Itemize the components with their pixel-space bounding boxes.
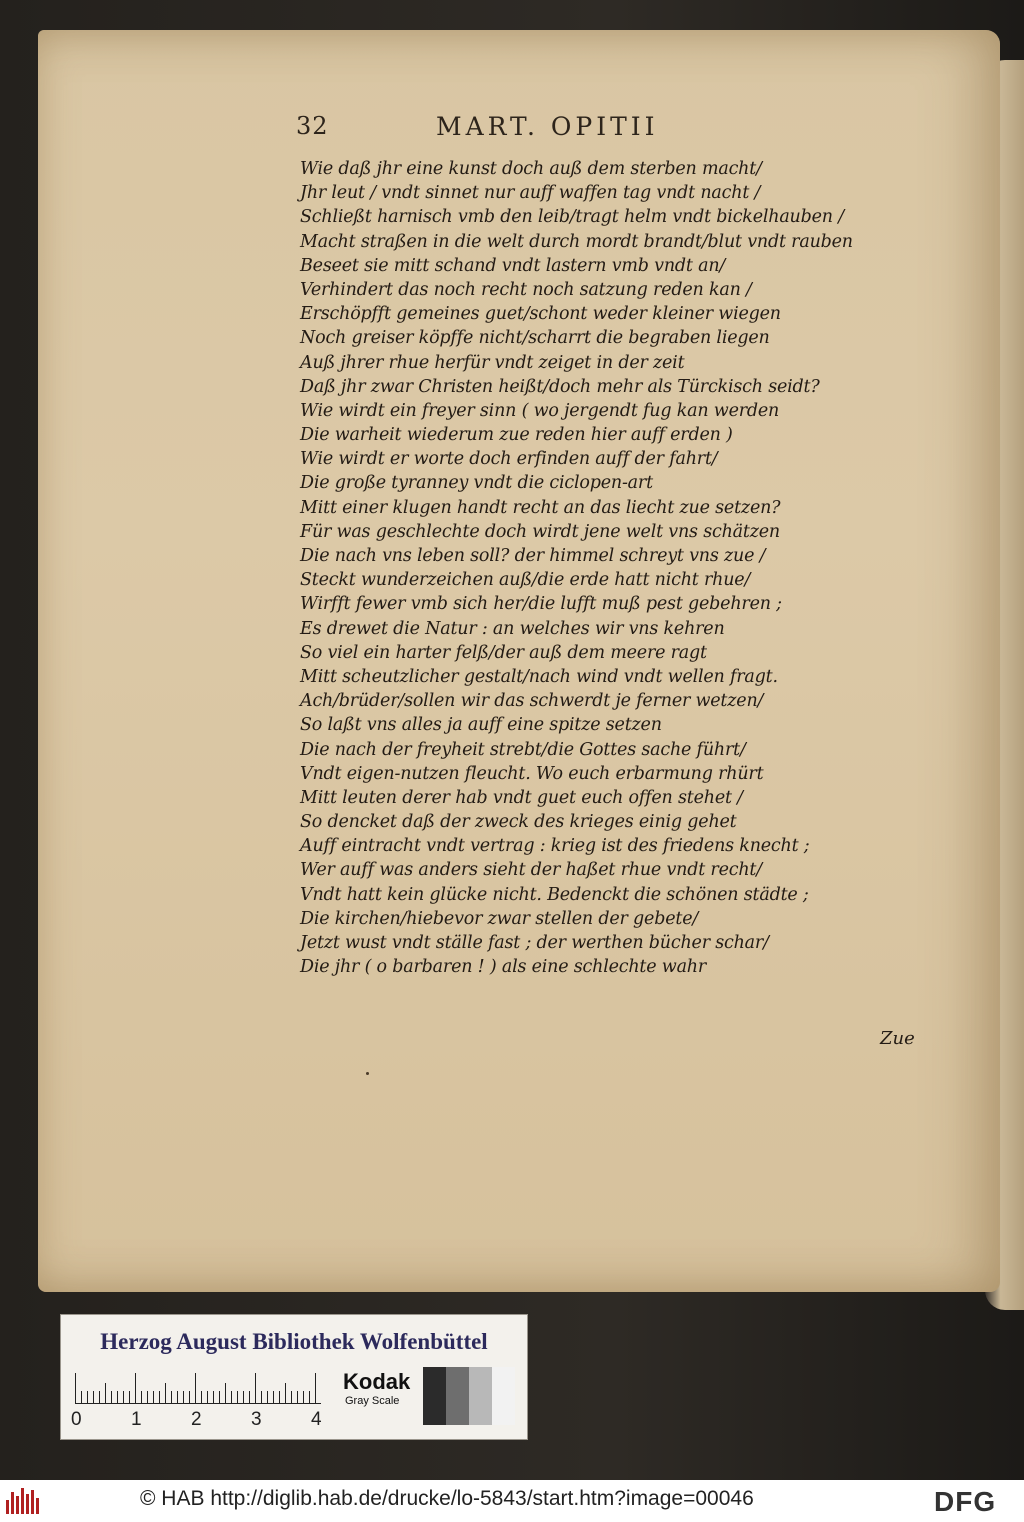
ruler-tick [285,1383,286,1403]
ruler-tick [267,1391,268,1403]
poem-line: Schließt harnisch vmb den leib/tragt helm vndt bickelhauben / [300,207,844,228]
poem-line: Daß jhr zwar Christen heißt/doch mehr als Türckisch seidt? [300,376,820,397]
poem-line: Noch greiser köpffe nicht/scharrt die begraben liegen [300,328,770,349]
ruler-tick [303,1391,304,1403]
gray-scale-label: Gray Scale [345,1395,400,1407]
poem-line: Wer auff was anders sieht der haßet rhue vndt recht/ [300,860,762,881]
poem-line: Wie wirdt ein freyer sinn ( wo jergendt fug kan werden [300,400,780,421]
logo-bar [21,1488,24,1514]
ruler-tick [207,1391,208,1403]
poem-line: Wie daß jhr eine kunst doch auß dem sterben macht/ [300,159,762,179]
logo-bar [6,1500,9,1514]
ruler-tick [249,1391,250,1403]
poem-line: Mitt einer klugen handt recht an das liecht zue setzen? [300,497,781,518]
poem-line: Mitt leuten derer hab vndt guet euch offen stehet / [300,787,743,808]
poem-line: So viel ein harter felß/der auß dem meere ragt [300,642,707,663]
ruler-tick [147,1391,148,1403]
poem-line: Auß jhrer rhue herfür vndt zeiget in der zeit [300,352,685,373]
gray-patch [423,1367,446,1425]
poem-line: Macht straßen in die welt durch mordt brandt/blut vndt rauben [300,231,853,252]
ruler-tick [141,1391,142,1403]
ruler-tick [153,1391,154,1403]
ruler-label: 3 [251,1409,262,1430]
page-number: 32 [296,112,329,140]
ruler-tick [123,1391,124,1403]
poem-line: Die nach vns leben soll? der himmel schreyt vns zue / [300,546,766,566]
kodak-brand: Kodak [343,1369,411,1394]
ruler-tick [171,1391,172,1403]
ruler-labels [71,1409,331,1433]
ruler-tick [291,1391,292,1403]
ruler-tick [159,1391,160,1403]
gray-scale-patches [423,1367,515,1425]
logo-bar [11,1492,14,1514]
ruler-tick [219,1391,220,1403]
poem-line: Jetzt wust vndt ställe fast ; der werthen bücher schar/ [300,933,769,953]
measurement-ruler [75,1373,321,1404]
ruler-label: 0 [71,1409,82,1430]
running-title: MART. OPITII [436,112,659,141]
gray-patch [469,1367,492,1425]
logo-bar [16,1496,19,1514]
dfg-logo: DFG [934,1486,997,1517]
ruler-tick [129,1391,130,1403]
library-name: Herzog August Bibliothek Wolfenbüttel [100,1329,488,1354]
poem-line: Beseet sie mitt schand vndt lastern vmb vndt an/ [300,255,726,276]
logo-bar [26,1494,29,1514]
poem-line: Wie wirdt er worte doch erfinden auff der fahrt/ [300,449,718,470]
color-reference-card [60,1314,528,1440]
logo-bar [31,1490,34,1514]
poem-line: Ach/brüder/sollen wir das schwerdt je ferner wetzen/ [300,691,764,712]
poem-line: Verhindert das noch recht noch satzung reden kan / [300,279,752,300]
ruler-tick [117,1391,118,1403]
catchword: Zue [880,1028,915,1049]
ruler-tick [309,1391,310,1403]
ruler-tick [75,1373,76,1403]
poem-line: Erschöpfft gemeines guet/schont weder kleiner wiegen [300,304,781,325]
ruler-tick [279,1391,280,1403]
poem-line: Die jhr ( o barbaren ! ) als eine schlechte wahr [300,957,707,978]
ruler-tick [297,1391,298,1403]
ruler-label: 1 [131,1409,142,1430]
poem-line: Steckt wunderzeichen auß/die erde hatt nicht rhue/ [300,570,751,591]
ruler-tick [231,1391,232,1403]
poem-line: Die warheit wiederum zue reden hier auff erden ) [300,425,733,446]
ruler-tick [243,1391,244,1403]
ruler-tick [201,1391,202,1403]
poem-line: Vndt eigen-nutzen fleucht. Wo euch erbarmung rhürt [300,763,764,784]
gray-patch [446,1367,469,1425]
poem-line: Vndt hatt kein glücke nicht. Bedenckt die schönen städte ; [300,884,809,905]
ruler-tick [255,1373,256,1403]
poem-line: Die kirchen/hiebevor zwar stellen der gebete/ [300,908,699,929]
ruler-tick [195,1373,196,1403]
poem-line: Die große tyranney vndt die ciclopen-art [300,473,653,494]
copyright-url[interactable]: © HAB http://diglib.hab.de/drucke/lo-5843/start.htm?image=00046 [140,1487,754,1510]
ruler-tick [105,1383,106,1403]
ruler-tick [177,1391,178,1403]
page-header [296,112,816,146]
poem-line: Jhr leut / vndt sinnet nur auff waffen tag vndt nacht / [300,183,761,204]
ruler-tick [261,1391,262,1403]
ruler-tick [135,1373,136,1403]
ruler-tick [99,1391,100,1403]
ruler-tick [237,1391,238,1403]
poem-line: Wirfft fewer vmb sich her/die lufft muß pest gebehren ; [300,594,782,615]
poem-text [300,157,860,979]
gray-patch [492,1367,515,1425]
ruler-tick [315,1373,316,1403]
ruler-tick [225,1383,226,1403]
poem-line: Auff eintracht vndt vertrag : krieg ist des friedens knecht ; [300,836,810,857]
ruler-tick [165,1383,166,1403]
ruler-tick [81,1391,82,1403]
ruler-label: 2 [191,1409,202,1430]
ruler-label: 4 [311,1409,322,1430]
ruler-tick [87,1391,88,1403]
poem-line: Für was geschlechte doch wirdt jene welt vns schätzen [300,521,780,542]
poem-line: So dencket daß der zweck des krieges einig gehet [300,812,737,833]
poem-line: Es drewet die Natur : an welches wir vns kehren [300,618,725,639]
ruler-tick [189,1391,190,1403]
poem-line: So laßt vns alles ja auff eine spitze setzen [300,715,662,736]
ruler-tick [213,1391,214,1403]
poem-line: Die nach der freyheit strebt/die Gottes sache führt/ [300,739,746,760]
paper-speck [366,1072,369,1075]
ruler-tick [183,1391,184,1403]
ruler-tick [111,1391,112,1403]
poem-line: Mitt scheutzlicher gestalt/nach wind vndt wellen fragt. [300,666,778,687]
hab-logo-icon [6,1488,42,1514]
logo-bar [36,1498,39,1514]
ruler-tick [93,1391,94,1403]
ruler-tick [273,1391,274,1403]
footer-bar [0,1480,1024,1522]
